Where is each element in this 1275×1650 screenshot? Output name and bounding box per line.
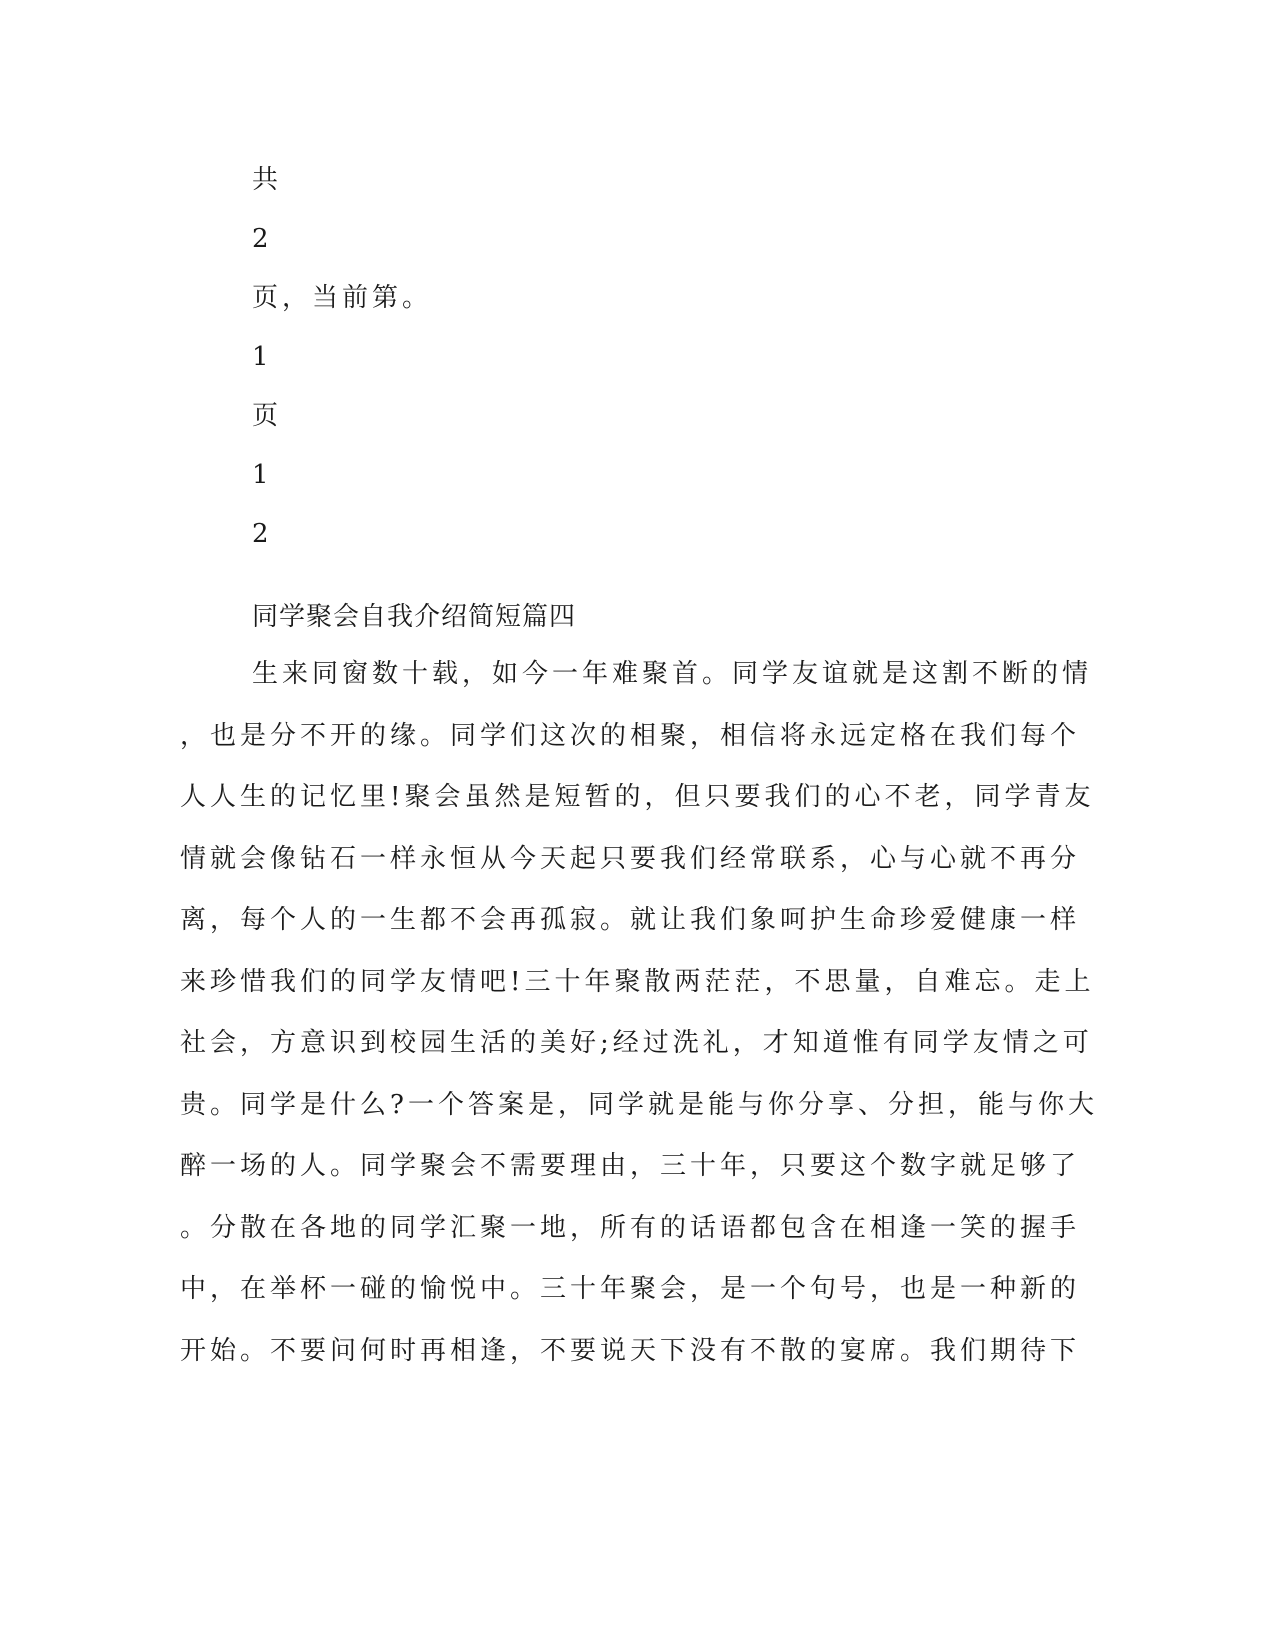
body-line: 情就会像钻石一样永恒从今天起只要我们经常联系，心与心就不再分 — [180, 843, 1081, 874]
pagination-current-suffix: 页 — [252, 401, 279, 431]
body-line: 社会，方意识到校园生活的美好;经过洗礼，才知道惟有同学友情之可 — [180, 1028, 1093, 1058]
body-line: 生来同窗数十载，如今一年难聚首。同学友谊就是这割不断的情 — [252, 659, 1093, 689]
body-line: ，也是分不开的缘。同学们这次的相聚，相信将永远定格在我们每个 — [180, 720, 1081, 751]
body-line: 中，在举杯一碰的愉悦中。三十年聚会，是一个句号，也是一种新的 — [180, 1274, 1081, 1304]
article-body — [180, 657, 1275, 1395]
article-title: 同学聚会自我介绍简短篇四 — [252, 602, 577, 632]
body-line: 离，每个人的一生都不会再孤寂。就让我们象呵护生命珍爱健康一样 — [180, 905, 1081, 935]
page-link-2[interactable]: 2 — [252, 519, 269, 549]
body-line: 来珍惜我们的同学友情吧!三十年聚散两茫茫，不思量，自难忘。走上 — [180, 966, 1095, 997]
body-line: 。分散在各地的同学汇聚一地，所有的话语都包含在相逢一笑的握手 — [180, 1212, 1081, 1243]
body-line: 贵。同学是什么?一个答案是，同学就是能与你分享、分担，能与你大 — [180, 1089, 1098, 1120]
page-link-1[interactable]: 1 — [252, 460, 269, 490]
pagination-total-pages: 2 — [252, 224, 269, 254]
pagination-total-prefix: 共 — [252, 165, 279, 195]
body-line: 开始。不要问何时再相逢，不要说天下没有不散的宴席。我们期待下 — [180, 1335, 1081, 1366]
body-line: 醉一场的人。同学聚会不需要理由，三十年，只要这个数字就足够了 — [180, 1151, 1081, 1181]
body-line: 人人生的记忆里!聚会虽然是短暂的，但只要我们的心不老，同学青友 — [180, 782, 1095, 812]
pagination-current-page: 1 — [252, 342, 269, 372]
pagination-current-prefix: 页，当前第。 — [252, 283, 433, 313]
